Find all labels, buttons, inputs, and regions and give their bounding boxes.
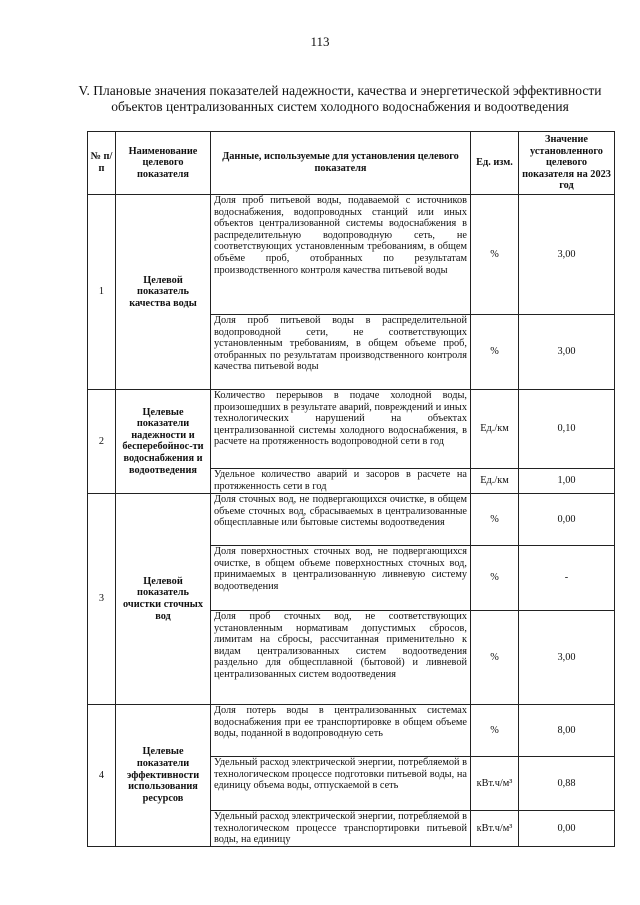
table-row <box>88 493 615 545</box>
row-value: 0,88 <box>519 756 615 810</box>
row-unit: % <box>471 314 519 389</box>
row-value: 0,10 <box>519 389 615 468</box>
row-data: Удельный расход электрической энергии, потребляемой в технологическом процессе транспортировки питьевой воды, на единицу <box>211 810 471 846</box>
section-heading: V. Плановые значения показателей надежности, качества и энергетической эффективности объектов централизованных систем холодного водоснабжения и водоотведения <box>78 83 602 114</box>
row-value: 0,00 <box>519 810 615 846</box>
row-data: Доля проб сточных вод, не соответствующих установленным нормативам допустимых сбросов, лимитам на сбросы, рассчитанная применительно к видам централизованных систем водоотведения раздельно для общесплавной (бытовой) и ливневой централизованных систем водоотведения <box>211 610 471 704</box>
row-value: - <box>519 545 615 610</box>
header-name: Наименование целевого показателя <box>116 132 211 195</box>
row-value: 3,00 <box>519 194 615 314</box>
group-2-num: 2 <box>88 389 116 493</box>
indicators-table <box>87 131 615 847</box>
group-4-num: 4 <box>88 704 116 846</box>
header-value: Значение установленного целевого показателя на 2023 год <box>519 132 615 195</box>
row-value: 3,00 <box>519 610 615 704</box>
group-4-name: Целевые показатели эффективности использования ресурсов <box>116 704 211 846</box>
row-unit: % <box>471 545 519 610</box>
row-data: Удельный расход электрической энергии, потребляемой в технологическом процессе подготовки питьевой воды, на единицу объема воды, отпускаемой в сеть <box>211 756 471 810</box>
table-header-row <box>88 132 615 195</box>
header-num: № п/п <box>88 132 116 195</box>
row-data: Доля проб питьевой воды в распределительной водопроводной сети, не соответствующих установленным требованиям, в общем объеме проб, отобранных по результатам производственного контроля качества питьевой воды <box>211 314 471 389</box>
row-unit: % <box>471 493 519 545</box>
group-3-name: Целевой показатель очистки сточных вод <box>116 493 211 704</box>
row-data: Доля потерь воды в централизованных системах водоснабжения при ее транспортировке в общем объеме воды, поданной в водопроводную сеть <box>211 704 471 756</box>
row-unit: Ед./км <box>471 468 519 493</box>
group-2-name: Целевые показатели надежности и бесперебойнос-ти водоснабжения и водоотведения <box>116 389 211 493</box>
row-data: Доля проб питьевой воды, подаваемой с источников водоснабжения, водопроводных станций или иных объектов централизованной системы водоснабжения в распределительную водопроводную сеть, не соответствующих установленным требованиям, в общем объёме проб, отобранных по результатам производственного контроля качества питьевой воды <box>211 194 471 314</box>
header-unit: Ед. изм. <box>471 132 519 195</box>
header-data: Данные, используемые для установления целевого показателя <box>211 132 471 195</box>
row-data: Доля поверхностных сточных вод, не подвергающихся очистке, в общем объеме поверхностных сточных вод, принимаемых в централизованную ливневую систему водоотведения <box>211 545 471 610</box>
row-data: Удельное количество аварий и засоров в расчете на протяженность сети в год <box>211 468 471 493</box>
group-1-num: 1 <box>88 194 116 389</box>
group-1-name: Целевой показатель качества воды <box>116 194 211 389</box>
row-value: 0,00 <box>519 493 615 545</box>
row-unit: % <box>471 704 519 756</box>
row-value: 1,00 <box>519 468 615 493</box>
row-unit: % <box>471 194 519 314</box>
row-data: Количество перерывов в подаче холодной воды, произошедших в результате аварий, повреждений и иных технологических нарушений на объектах централизованной системы холодного водоснабжения, в расчете на протяженность водопроводной сети в год <box>211 389 471 468</box>
table-row <box>88 704 615 756</box>
row-unit: кВт.ч/м³ <box>471 756 519 810</box>
group-3-num: 3 <box>88 493 116 704</box>
page-number: 113 <box>310 34 330 49</box>
row-unit: кВт.ч/м³ <box>471 810 519 846</box>
row-unit: Ед./км <box>471 389 519 468</box>
table-row <box>88 194 615 314</box>
table-row <box>88 389 615 468</box>
row-value: 3,00 <box>519 314 615 389</box>
row-unit: % <box>471 610 519 704</box>
row-value: 8,00 <box>519 704 615 756</box>
row-data: Доля сточных вод, не подвергающихся очистке, в общем объеме сточных вод, сбрасываемых в централизованные общесплавные или бытовые системы водоотведения <box>211 493 471 545</box>
